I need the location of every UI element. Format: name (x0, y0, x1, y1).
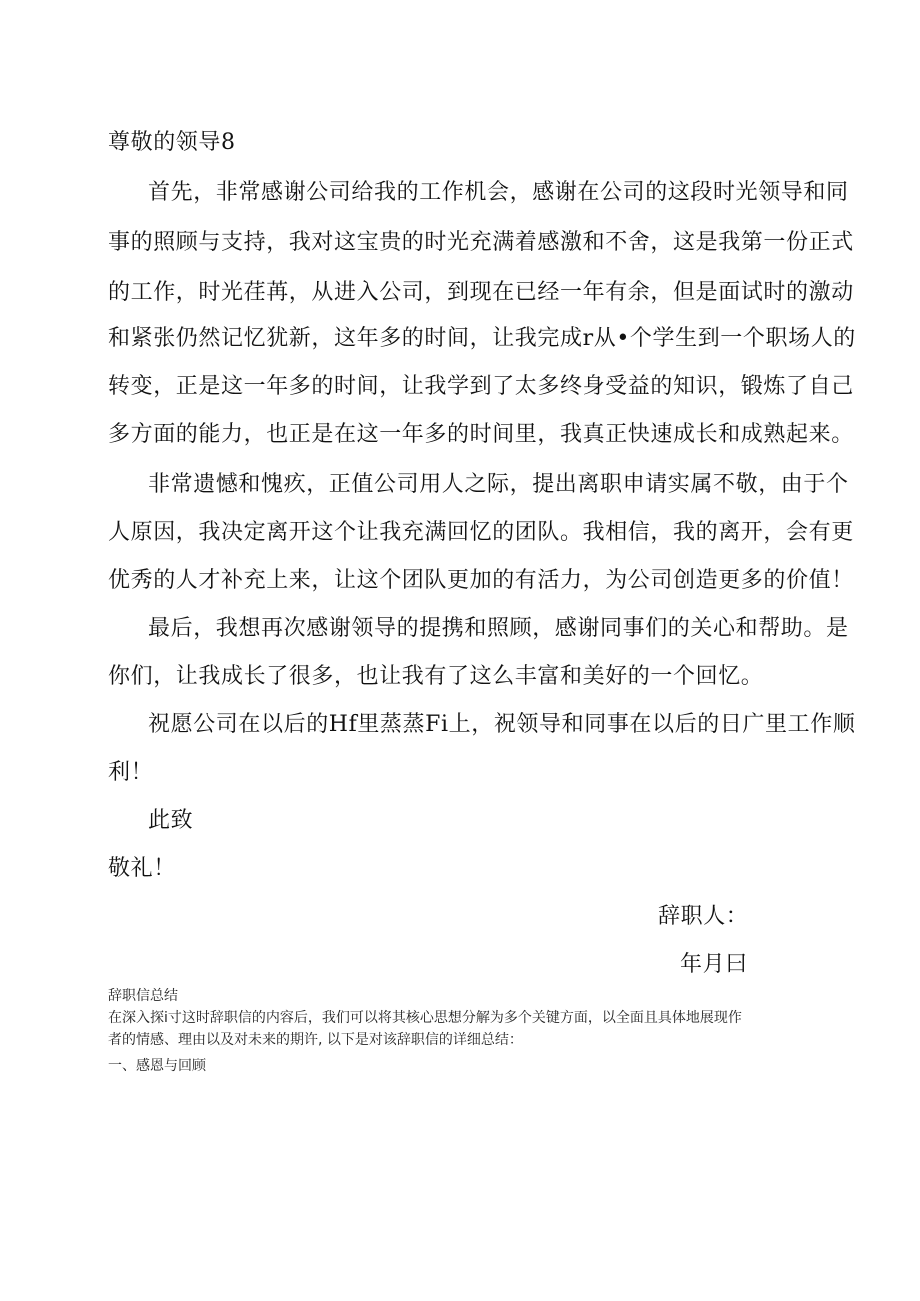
salutation: 尊敬的领导8 (108, 130, 236, 155)
summary-section-heading: 一、感恩与回顾 (108, 1058, 206, 1074)
paragraph-3-line-2: 你们，让我成长了很多，也让我有了这么丰富和美好的一个回忆。 (108, 664, 764, 689)
paragraph-1-line-4: 和紧张仍然记忆犹新，这年多的时间，让我完成r从•个学生到一个职场人的 (108, 326, 856, 351)
closing-ci-zhi: 此致 (148, 808, 194, 833)
paragraph-2-line-2: 人原因，我决定离开这个让我充满回忆的团队。我相信，我的离开，会有更 (108, 520, 854, 545)
summary-title: 辞职信总结 (108, 988, 178, 1004)
summary-line-2: 者的情感、理由以及对未来的期许, 以下是对该辞职信的详细总结： (108, 1032, 523, 1048)
paragraph-1-line-6: 多方面的能力，也正是在这一年多的时间里，我真正快速成长和成熟起来。 (108, 422, 854, 447)
paragraph-3-line-1: 最后，我想再次感谢领导的提携和照顾，感谢同事们的关心和帮助。是 (148, 616, 849, 641)
paragraph-1-line-5: 转变，正是这一年多的时间，让我学到了太多终身受益的知识，锻炼了自己 (108, 374, 854, 399)
paragraph-4-line-2: 利！ (108, 760, 154, 785)
paragraph-2-line-1: 非常遗憾和愧疚，正值公司用人之际，提出离职申请实属不敬，由于个 (148, 472, 849, 497)
paragraph-2-line-3: 优秀的人才补充上来，让这个团队更加的有活力，为公司创造更多的价值！ (108, 568, 854, 593)
closing-jing-li: 敬礼！ (108, 856, 176, 881)
date-label: 年月曰 (680, 952, 748, 977)
paragraph-1-line-1: 首先，非常感谢公司给我的工作机会，感谢在公司的这段时光领导和同 (148, 180, 849, 205)
summary-line-1: 在深入探i寸这时辞职信的内容后，我们可以将其核心思想分解为多个关键方面，以全面且具体地展现作 (108, 1010, 742, 1026)
paragraph-1-line-2: 事的照顾与支持，我对这宝贵的时光充满着感激和不舍，这是我第一份正式 (108, 230, 854, 255)
paragraph-1-line-3: 的工作，时光荏苒，从进入公司，到现在已经一年有余，但是面试时的激动 (108, 280, 854, 305)
paragraph-4-line-1: 祝愿公司在以后的Hf里蒸蒸Fi上，祝领导和同事在以后的日广里工作顺 (148, 712, 856, 737)
signer-label: 辞职人： (658, 904, 749, 929)
